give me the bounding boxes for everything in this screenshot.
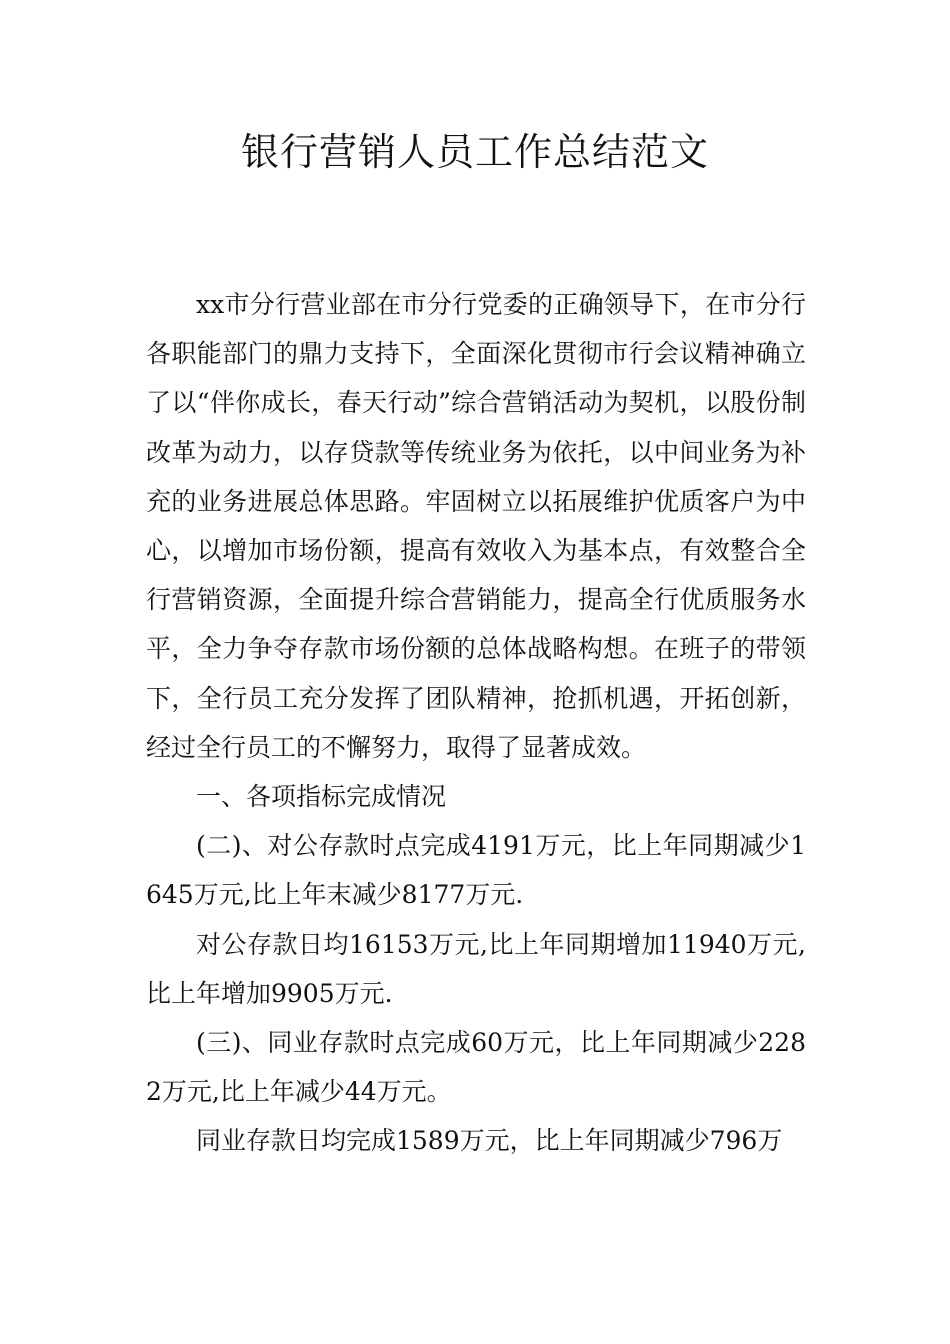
document-title: 银行营销人员工作总结范文: [240, 130, 709, 174]
paragraph-intro: xx市分行营业部在市分行党委的正确领导下，在市分行各职能部门的鼎力支持下，全面深化贯彻市行会议精神确立了以“伴你成长，春天行动”综合营销活动为契机，以股份制改革为动力，以存贷款等传统业务为依托，以中间业务为补充的业务进展总体思路。牢固树立以拓展维护优质客户为中心，以增加市场份额，提高有效收入为基本点，有效整合全行营销资源，全面提升综合营销能力，提高全行优质服务水平，全力争夺存款市场份额的总体战略构想。在班子的带领下，全行员工充分发挥了团队精神，抢抓机遇，开拓创新，经过全行员工的不懈努力，取得了显著成效。: [146, 290, 806, 762]
paragraph-interbank-deposit-daily: 同业存款日均完成1589万元，比上年同期减少796万: [196, 1126, 783, 1156]
section-heading-indicators: 一、各项指标完成情况: [196, 782, 447, 812]
paragraph-corporate-deposit-point: (二)、对公存款时点完成4191万元，比上年同期减少1645万元,比上年末减少8177万元.: [146, 831, 806, 910]
document-body: [146, 280, 806, 1166]
paragraph-corporate-deposit-daily: 对公存款日均16153万元,比上年同期增加11940万元,比上年增加9905万元.: [146, 929, 806, 1008]
paragraph-interbank-deposit-point: (三)、同业存款时点完成60万元，比上年同期减少2282万元,比上年减少44万元。: [146, 1028, 806, 1107]
